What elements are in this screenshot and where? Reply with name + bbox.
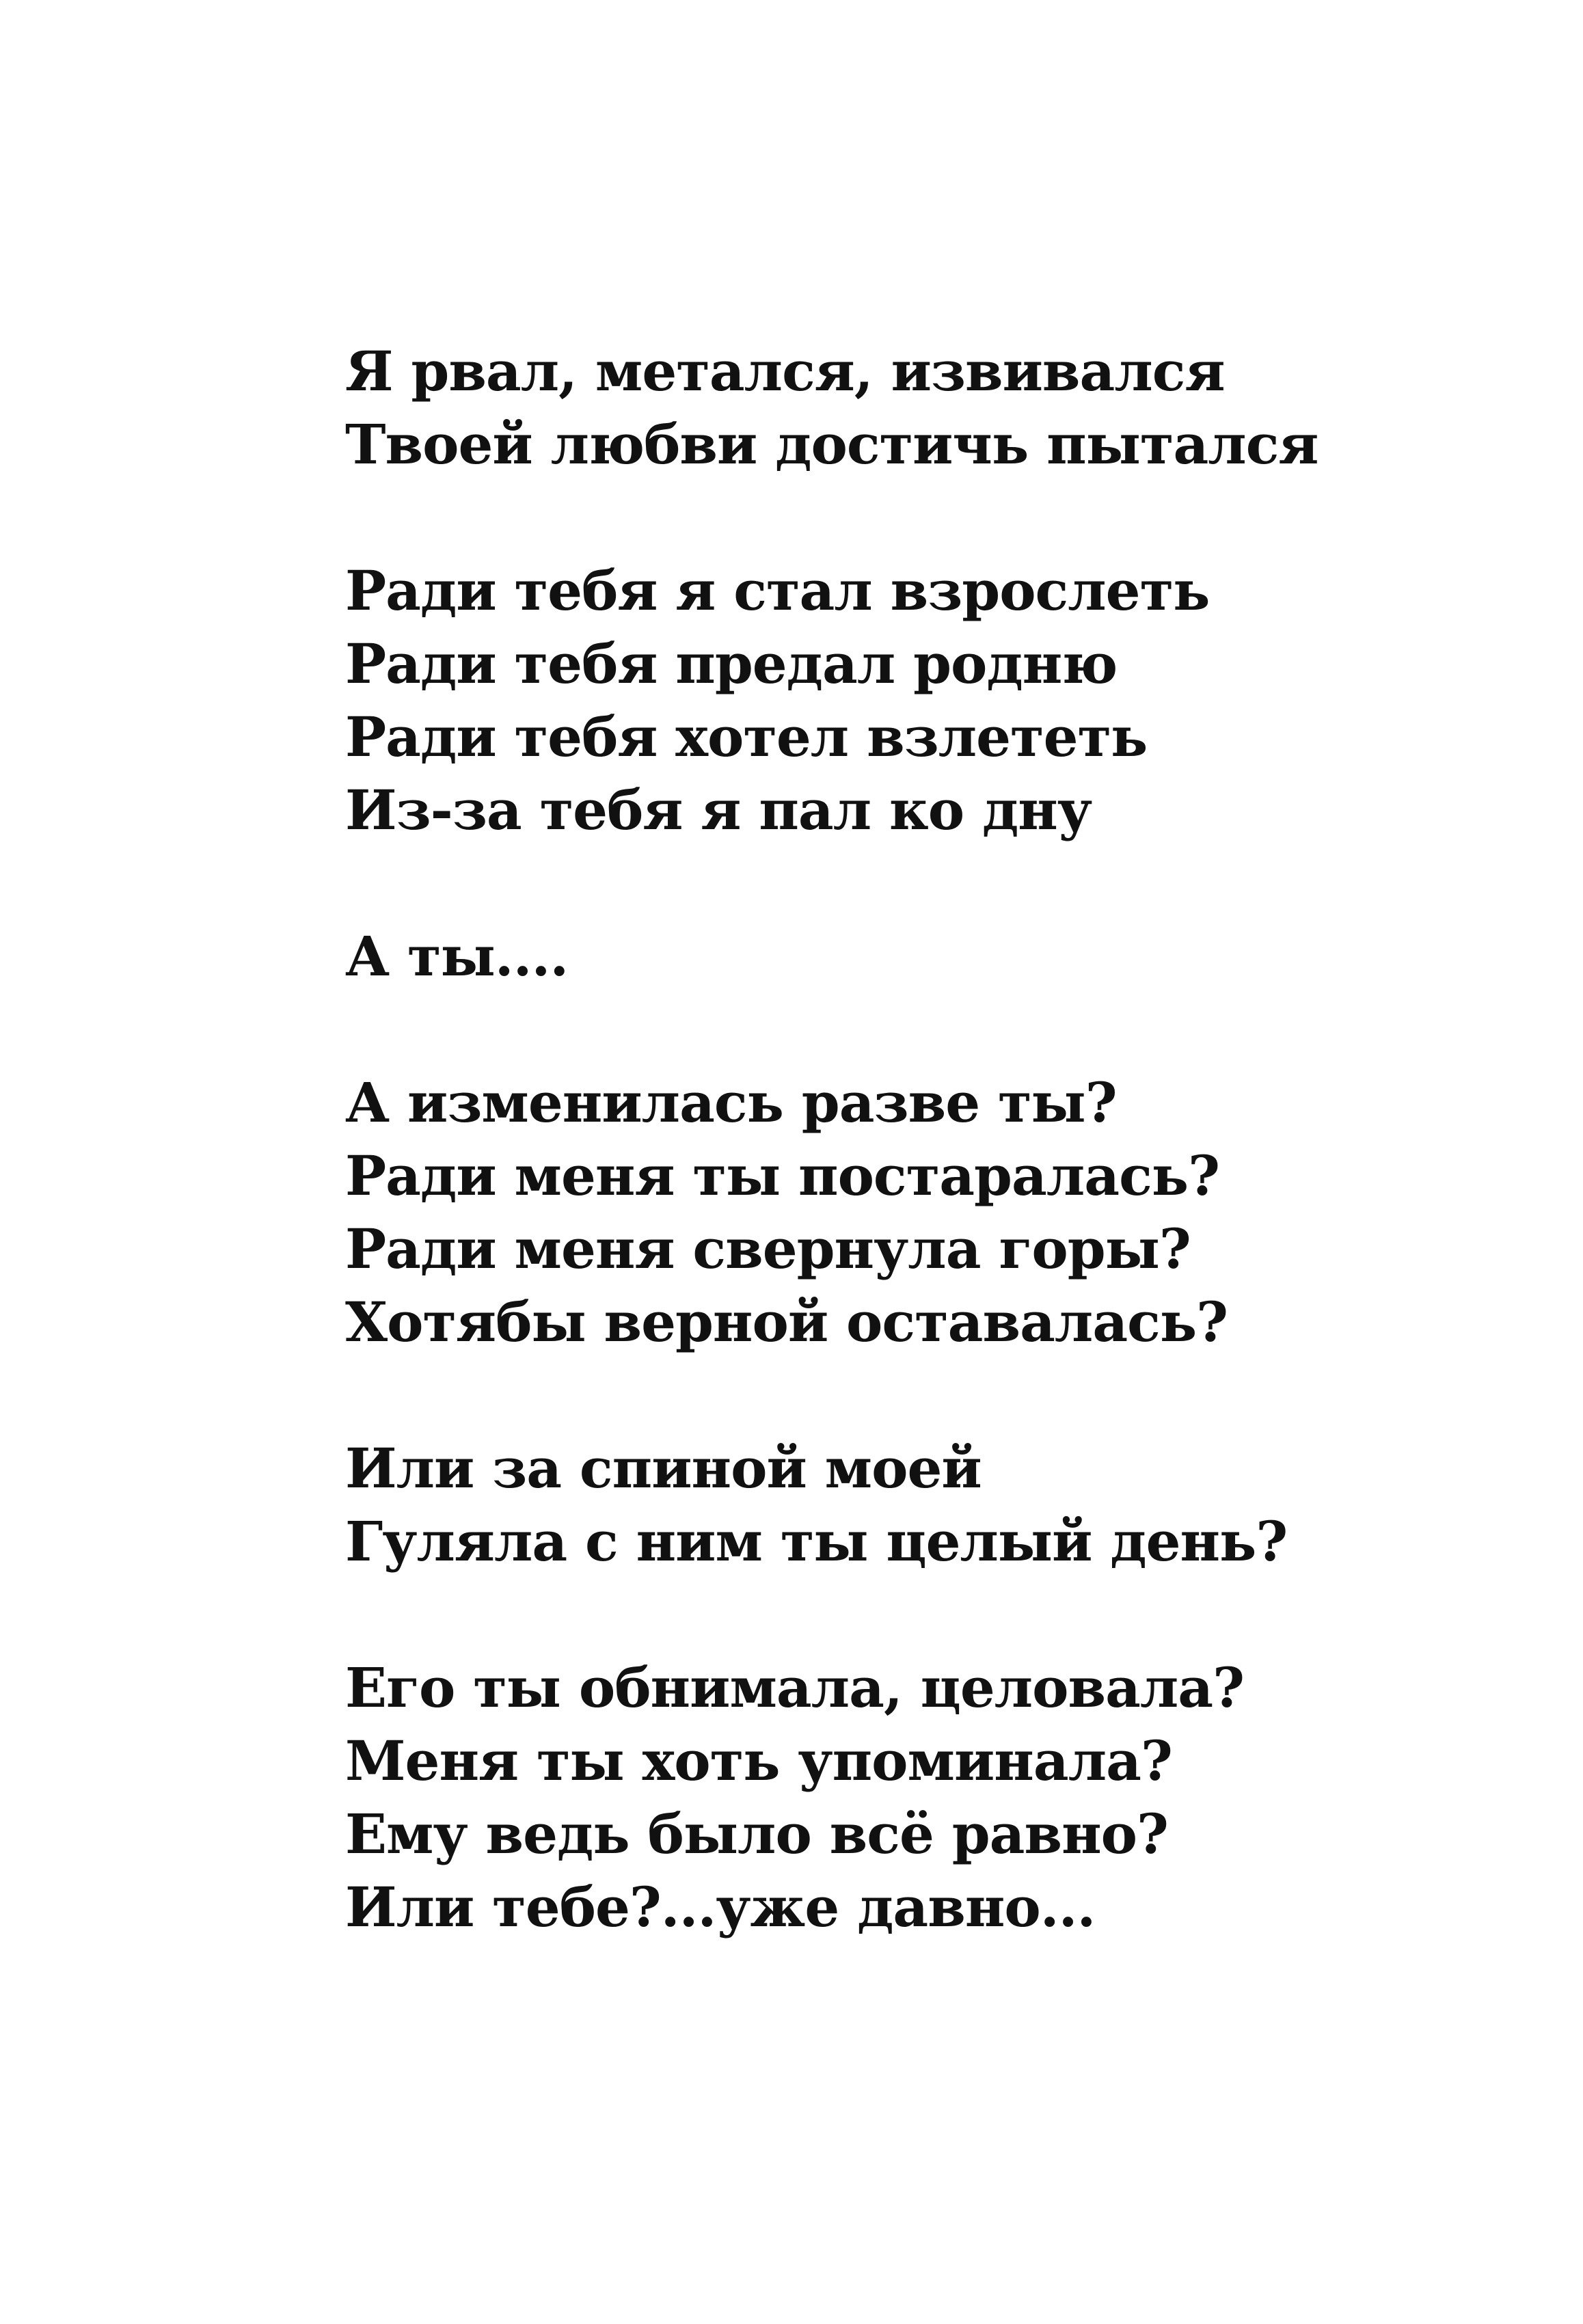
poem-line: Хотябы верной оставалась? [345,1290,1228,1354]
poem-line: Меня ты хоть упоминала? [345,1729,1172,1793]
poem-text [345,335,1507,1944]
poem-line: Гуляла с ним ты целый день? [345,1509,1288,1573]
poem-line: Его ты обнимала, целовала? [345,1656,1245,1720]
stanza-4 [345,1066,1507,1359]
poem-line: А ты.... [345,924,569,988]
poem-line: Ради тебя хотел взлететь [345,705,1148,769]
stanza-2 [345,554,1507,847]
poem-line: А изменилась разве ты? [345,1070,1117,1135]
poem-line: Или тебе?...уже давно... [345,1875,1096,1939]
poem-line: Из-за тебя я пал ко дну [345,778,1092,842]
poem-line: Ему ведь было всё равно? [345,1802,1168,1866]
poem-line: Ради тебя я стал взрослеть [345,558,1210,623]
poem-line: Ради меня свернула горы? [345,1217,1191,1281]
stanza-6 [345,1651,1507,1944]
stanza-1 [345,335,1507,481]
poem-line: Ради меня ты постаралась? [345,1144,1219,1208]
poem-line: Или за спиной моей [345,1436,982,1500]
stanza-3 [345,920,1507,993]
poem-line: Ради тебя предал родню [345,632,1118,696]
stanza-5 [345,1432,1507,1578]
poem-line: Твоей любви достичь пытался [345,412,1318,476]
poem-line: Я рвал, метался, извивался [345,339,1225,403]
